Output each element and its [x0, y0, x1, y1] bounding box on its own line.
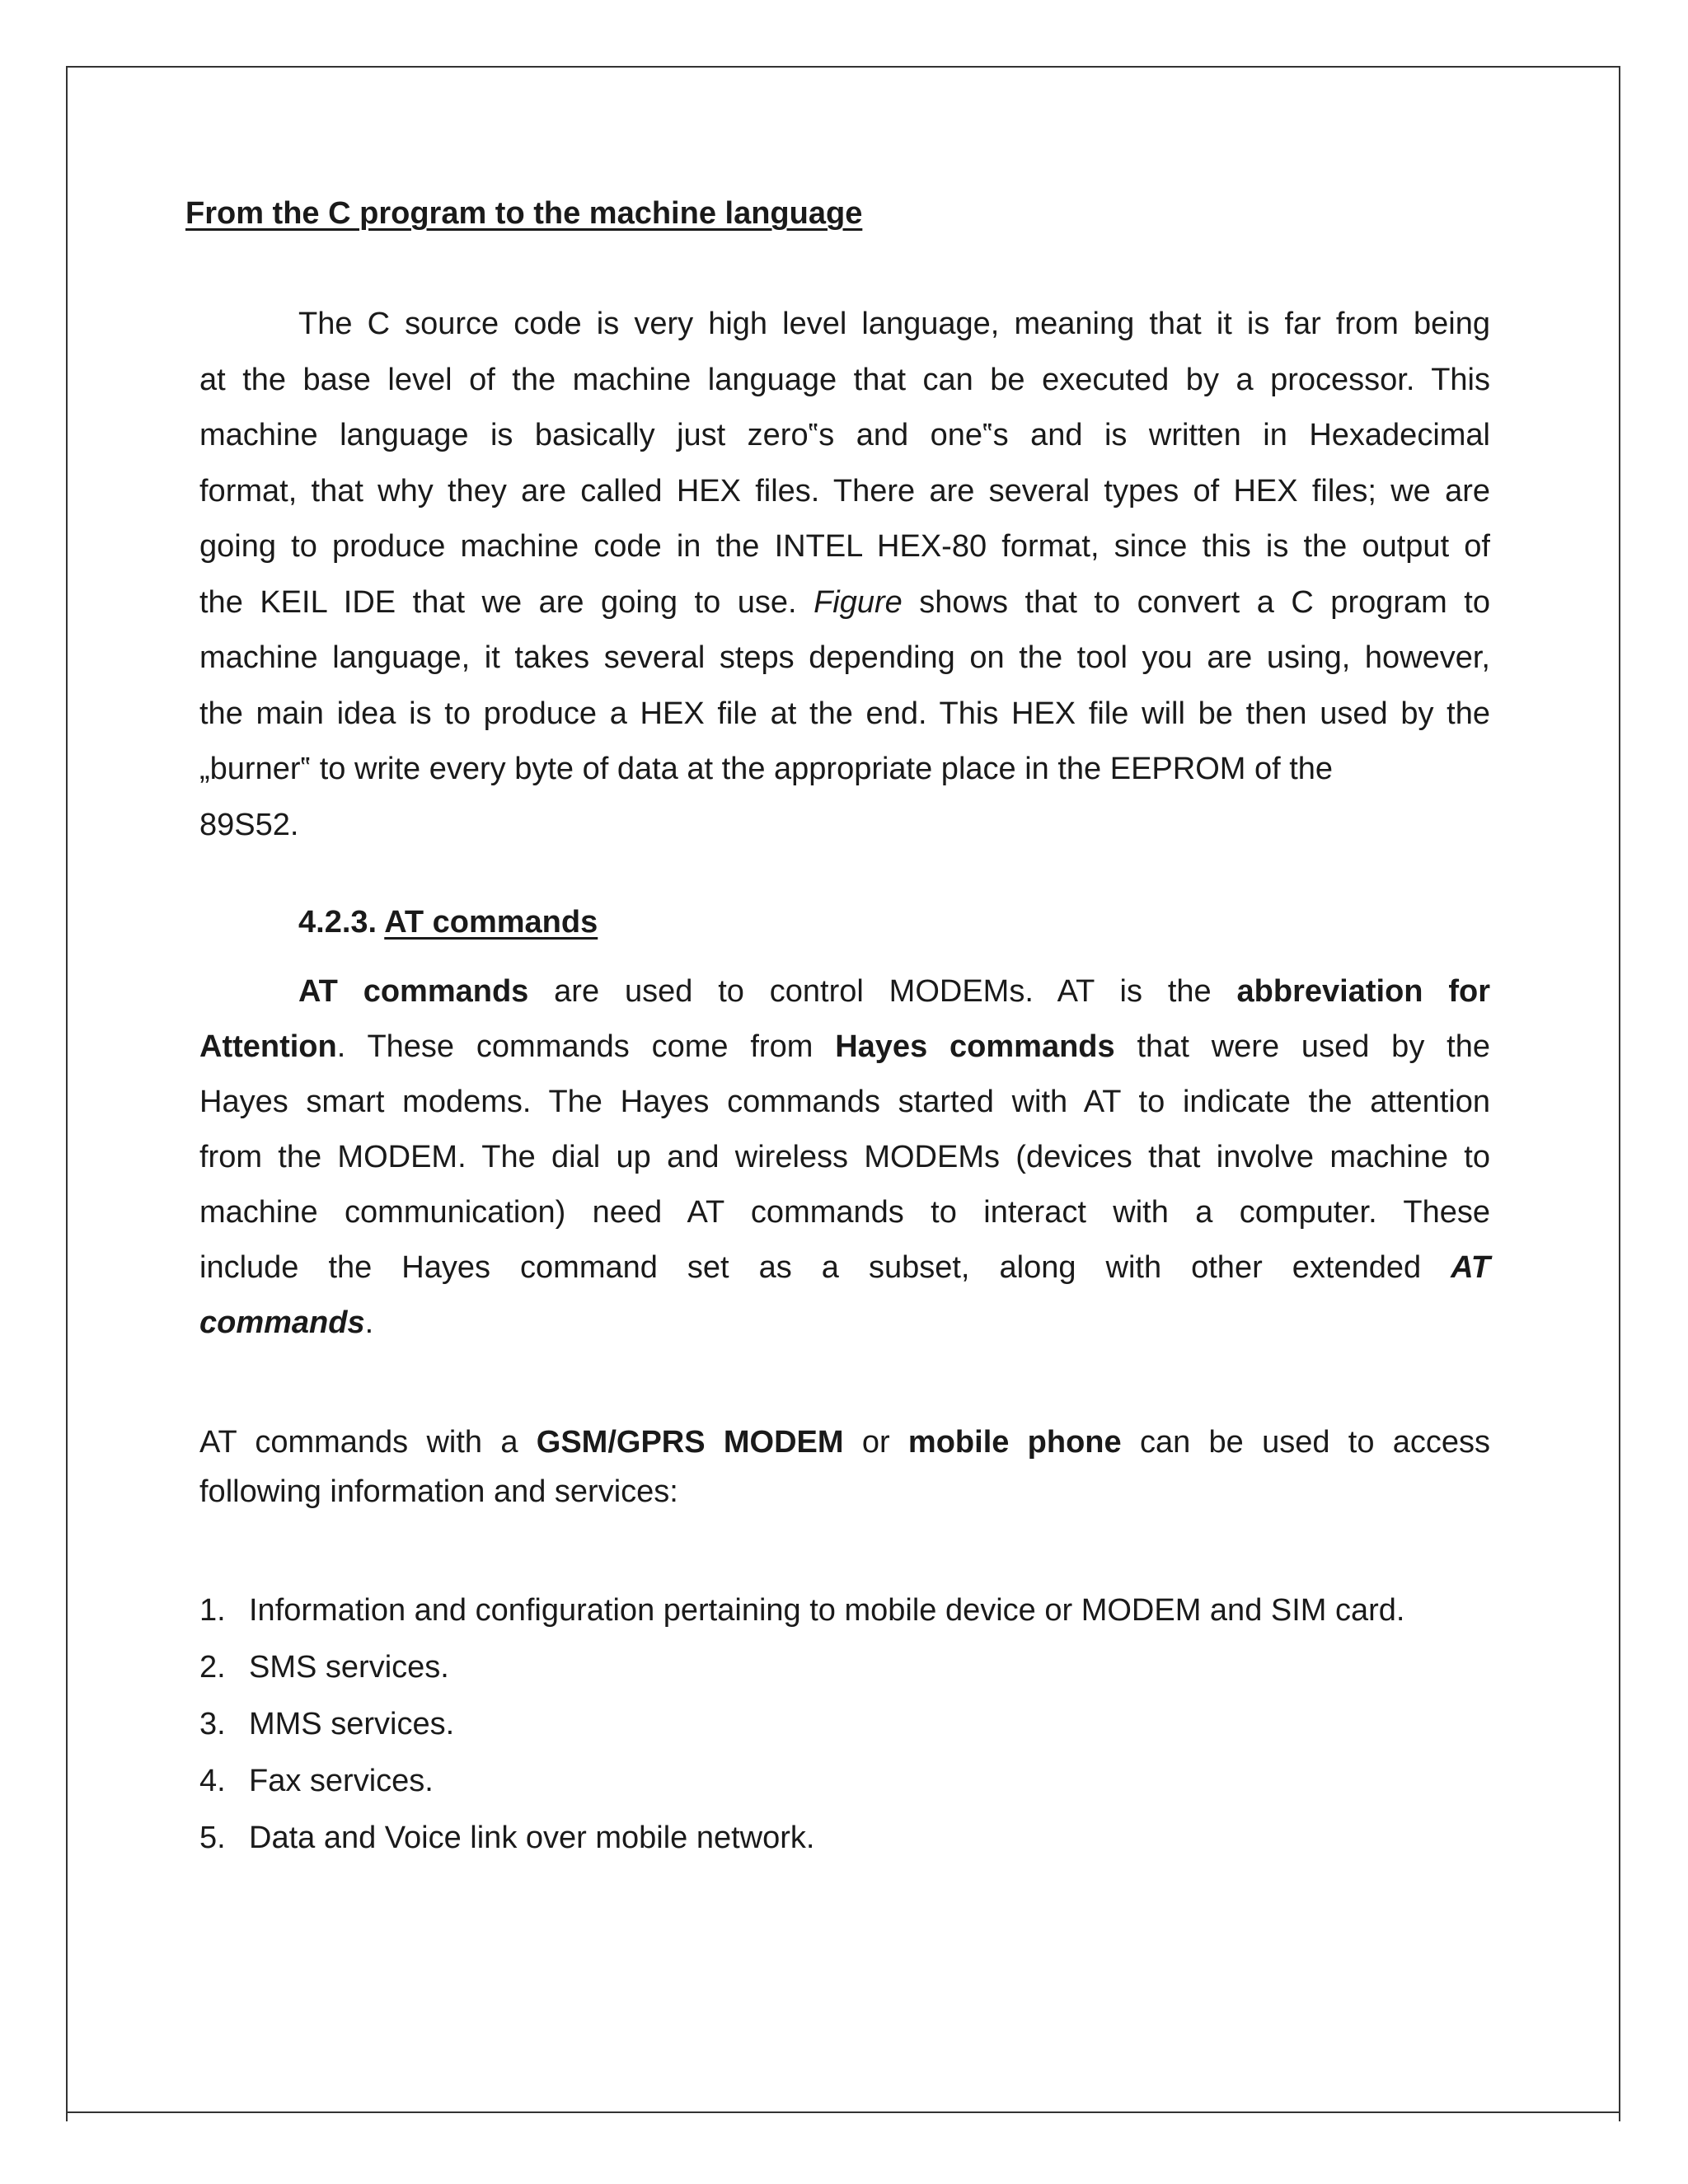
paragraph-line: going to produce machine code in the INTEL HEX-80 format, since this is the output of: [199, 529, 1490, 564]
text-run: AT commands with a: [199, 1425, 537, 1460]
paragraph-line: the main idea is to produce a HEX file at the end. This HEX file will be then used by the: [199, 696, 1490, 731]
paragraph-line: following information and services:: [199, 1474, 678, 1509]
paragraph-at-commands: [199, 964, 1490, 1351]
paragraph-line: [199, 1240, 1490, 1296]
paragraph-line: The C source code is very high level language, meaning that it is far from being: [298, 307, 1490, 341]
paragraph-line: [199, 1418, 1490, 1467]
text-run: shows that to convert a C program to: [902, 584, 1491, 620]
text-run: include the Hayes command set as a subset, along with other extended: [199, 1250, 1451, 1285]
bold-term: abbreviation for: [1236, 974, 1490, 1009]
bold-italic-term: commands: [199, 1305, 365, 1340]
list-text: MMS services.: [249, 1707, 455, 1741]
bold-term: Attention: [199, 1029, 337, 1064]
paragraph-line: Hayes smart modems. The Hayes commands started with AT to indicate the attention: [199, 1085, 1490, 1119]
text-run: are used to control MODEMs. AT is the: [528, 974, 1237, 1009]
text-run: the KEIL IDE that we are going to use.: [199, 584, 814, 620]
bold-term: AT commands: [298, 974, 529, 1009]
list-item: [199, 1810, 1404, 1867]
list-item: [199, 1639, 1404, 1696]
list-text: Data and Voice link over mobile network.: [249, 1821, 815, 1855]
text-run: .: [364, 1305, 374, 1340]
page-border-tick-right: [1619, 2111, 1620, 2121]
paragraph-line: „burner‟ to write every byte of data at the appropriate place in the EEPROM of the: [199, 752, 1334, 786]
figure-reference: Figure: [814, 584, 903, 620]
section-heading: [298, 905, 598, 940]
list-item: [199, 1753, 1404, 1810]
section-number: 4.2.3.: [298, 905, 377, 940]
services-list: [199, 1582, 1404, 1867]
list-number: 5.: [199, 1821, 226, 1855]
section-title: AT commands: [384, 905, 598, 940]
bold-italic-term: AT: [1451, 1250, 1490, 1285]
paragraph-line: machine language is basically just zero‟s and one‟s and is written in Hexadecimal: [199, 418, 1490, 452]
list-number: 2.: [199, 1650, 226, 1685]
list-text: Fax services.: [249, 1764, 434, 1798]
paragraph-line: [199, 1296, 1490, 1351]
page-border-tick-left: [66, 2111, 68, 2121]
page-heading: From the C program to the machine language: [185, 196, 863, 231]
paragraph-line: 89S52.: [199, 807, 299, 842]
list-number: 3.: [199, 1707, 226, 1741]
text-run: that were used by the: [1114, 1029, 1490, 1064]
paragraph-line: machine communication) need AT commands to interact with a computer. These: [199, 1195, 1490, 1230]
bold-term: Hayes commands: [835, 1029, 1115, 1064]
list-number: 1.: [199, 1593, 226, 1628]
paragraph-line: at the base level of the machine language that can be executed by a processor. This: [199, 362, 1490, 397]
paragraph-gsm-access: [199, 1418, 1490, 1516]
list-text: Information and configuration pertaining to mobile device or MODEM and SIM card.: [249, 1593, 1405, 1628]
text-run: can be used to access: [1121, 1425, 1491, 1460]
paragraph-line: [199, 1019, 1490, 1075]
list-item: [199, 1582, 1404, 1639]
text-run: . These commands come from: [336, 1029, 836, 1064]
paragraph-c-to-machine: [199, 297, 1490, 853]
bold-term: mobile phone: [907, 1425, 1122, 1460]
paragraph-line: format, that why they are called HEX files. There are several types of HEX files; we are: [199, 473, 1490, 509]
list-number: 4.: [199, 1764, 226, 1798]
text-run: or: [843, 1425, 908, 1460]
list-item: [199, 1696, 1404, 1753]
list-text: SMS services.: [249, 1650, 449, 1685]
paragraph-line: [199, 575, 1490, 631]
paragraph-line: [199, 964, 1490, 1019]
paragraph-line: machine language, it takes several steps depending on the tool you are using, however,: [199, 640, 1490, 675]
bold-term: GSM/GPRS MODEM: [536, 1425, 844, 1460]
paragraph-line: from the MODEM. The dial up and wireless MODEMs (devices that involve machine to: [199, 1140, 1490, 1174]
